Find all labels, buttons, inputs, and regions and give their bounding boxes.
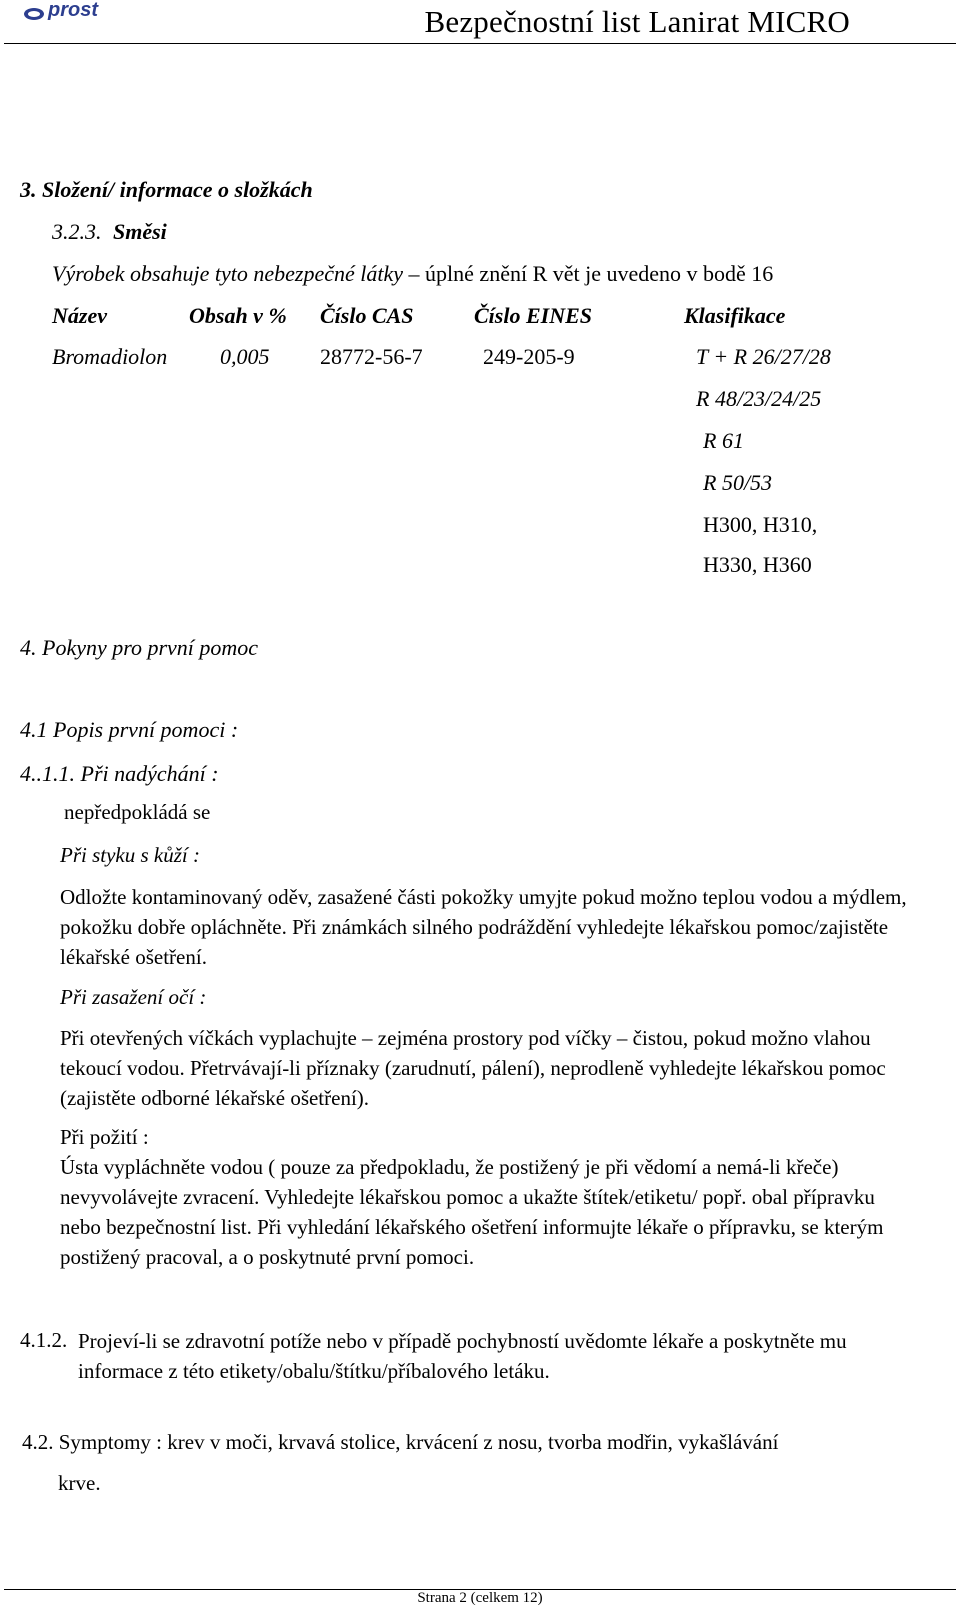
table-cell-cas: 28772-56-7: [320, 344, 423, 369]
header-divider: [4, 43, 956, 44]
classification-line: H330, H360: [703, 552, 812, 577]
composition-intro-italic: Výrobek obsahuje tyto nebezpečné látky: [52, 261, 404, 286]
section-4-1-1-heading: 4..1.1. Při nadýchání :: [20, 761, 219, 786]
table-cell-eines: 249-205-9: [483, 344, 575, 369]
classification-line: R 48/23/24/25: [696, 386, 822, 411]
skin-contact-label: Při styku s kůží :: [60, 843, 200, 867]
ingestion-label: Při požití :: [60, 1125, 149, 1149]
classification-line: R 61: [703, 428, 744, 453]
inhalation-text: nepředpokládá se: [64, 800, 211, 824]
subsection-number: 3.2.3.: [52, 219, 102, 244]
table-header-classification: Klasifikace: [684, 303, 786, 328]
page-number: Strana 2 (celkem 12): [417, 1590, 543, 1606]
classification-line: T + R 26/27/28: [696, 344, 831, 369]
section-4-1-2-text: Projeví-li se zdravotní potíže nebo v případě pochybností uvědomte lékaře a poskytněte mu informace z této etikety/obalu/štítku/příbalového letáku.: [78, 1329, 847, 1383]
logo-text: prost: [48, 0, 98, 21]
classification-line: R 50/53: [703, 470, 773, 495]
subsection-title: Směsi: [113, 219, 167, 244]
table-header-cas: Číslo CAS: [320, 303, 414, 328]
symptoms-line-continued: krve.: [58, 1471, 101, 1495]
document-title: Bezpečnostní list Lanirat MICRO: [424, 4, 850, 39]
table-header-eines: Číslo EINES: [474, 303, 592, 328]
subsection-3-2-3: [52, 219, 167, 245]
classification-line: H300, H310,: [703, 512, 818, 537]
table-cell-name: Bromadiolon: [52, 344, 168, 369]
section-4-heading: 4. Pokyny pro první pomoc: [20, 635, 259, 660]
prost-logo: [22, 2, 144, 24]
table-header-content: Obsah v %: [189, 303, 287, 328]
symptoms-line: 4.2. Symptomy : krev v moči, krvavá stolice, krvácení z nosu, tvorba modřin, vykašlávání: [22, 1430, 779, 1454]
section-3-heading: 3. Složení/ informace o složkách: [20, 177, 313, 202]
section-4-1-heading: 4.1 Popis první pomoci :: [20, 717, 239, 742]
skin-contact-text: Odložte kontaminovaný oděv, zasažené části pokožky umyjte pokud možno teplou vodou a mýdlem, pokožku dobře opláchněte. Při známkách silného podráždění vyhledejte lékařskou pomoc/zajistěte lékařské ošetření.: [60, 885, 907, 969]
eye-contact-label: Při zasažení očí :: [60, 985, 207, 1009]
ingestion-text: Ústa vypláchněte vodou ( pouze za předpokladu, že postižený je při vědomí a nemá-li křeče) nevyvolávejte zvracení. Vyhledejte lékařskou pomoc a ukažte štítek/etiketu/ popř. obal přípravku nebo bezpečnostní list. Při vyhledání lékařského ošetření informujte lékaře o přípravku, se kterým postižený pracoval, a o poskytnuté první pomoci.: [60, 1155, 884, 1269]
composition-intro: [52, 261, 773, 287]
table-cell-content: 0,005: [220, 344, 270, 369]
table-header-name: Název: [52, 303, 107, 328]
composition-intro-rest: – úplné znění R vět je uvedeno v bodě 16: [403, 261, 774, 286]
section-4-1-2-number: 4.1.2.: [20, 1328, 68, 1352]
eye-contact-text: Při otevřených víčkách vyplachujte – zejména prostory pod víčky – čistou, pokud možno vlahou tekoucí vodou. Přetrvávají-li příznaky (zarudnutí, pálení), neprodleně vyhledejte lékařskou pomoc (zajistěte odborné lékařské ošetření).: [60, 1026, 886, 1110]
